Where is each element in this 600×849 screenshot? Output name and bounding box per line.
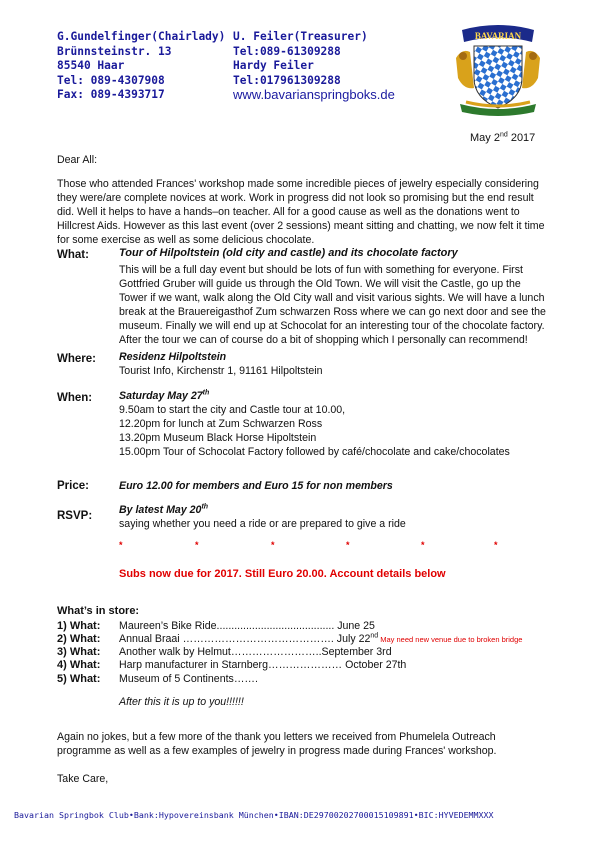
schedule-line: 9.50am to start the city and Castle tour at 10.00, bbox=[119, 404, 346, 416]
contact-phone: Tel:017961309288 bbox=[233, 73, 341, 87]
chairlady-city: 85540 Haar bbox=[57, 59, 125, 73]
bank-details-footer: Bavarian Springbok Club•Bank:Hypovereinsbank München•IBAN:DE29700202700015109891•BIC:HYVEDEMMXXX bbox=[14, 810, 494, 820]
treasurer-phone: Tel:089-61309288 bbox=[233, 44, 341, 58]
store-item-text: Museum of 5 Continents……. bbox=[119, 673, 258, 685]
whats-in-store-heading: What’s in store: bbox=[57, 605, 140, 617]
store-item-label: 3) What: bbox=[57, 646, 101, 658]
store-item-text: Maureen’s Bike Ride........................................ June 25 bbox=[119, 620, 375, 632]
chairlady-street: Brünnsteinstr. 13 bbox=[57, 44, 172, 58]
where-label: Where: bbox=[57, 353, 96, 365]
contact-name: Hardy Feiler bbox=[233, 59, 314, 73]
chairlady-name: G.Gundelfinger(Chairlady) bbox=[57, 30, 226, 43]
salutation: Dear All: bbox=[57, 154, 98, 166]
what-block bbox=[119, 246, 549, 347]
store-item-text: Harp manufacturer in Starnberg………………… October 27th bbox=[119, 659, 407, 671]
bavarian-crest-logo bbox=[448, 18, 548, 118]
website-link[interactable]: www.bavarianspringboks.de bbox=[233, 87, 395, 103]
intro-paragraph: Those who attended Frances' workshop made some incredible pieces of jewelry especially considering they were/are complete novices at work. Work in progress did not look so promising but the end result did. Well it helps to have a hands–on teacher. All for a good cause as well as the donations went to Hillcrest Aids. However as this last event (over 2 sessions) meant sitting and chatting, we now felt it time for some exercise as well as some delicious chocolate. bbox=[57, 178, 545, 246]
event-title: Tour of Hilpoltstein (old city and castle) and its chocolate factory bbox=[119, 247, 458, 259]
chairlady-fax: Fax: 089-4393717 bbox=[57, 88, 165, 102]
closing-paragraph: Again no jokes, but a few more of the thank you letters we received from Phumelela Outreach programme as well as a few examples of jewelry in progress made during Frances' workshop. bbox=[57, 731, 497, 757]
schedule-line: 15.00pm Tour of Schocolat Factory followed by café/chocolate and cake/chocolates bbox=[119, 446, 510, 458]
store-item-text: Another walk by Helmut……………………..September 3rd bbox=[119, 646, 392, 658]
schedule-line: 13.20pm Museum Black Horse Hipoltstein bbox=[119, 432, 317, 444]
star: * bbox=[494, 540, 498, 550]
star-divider bbox=[119, 540, 539, 552]
rsvp-deadline: By latest May 20th bbox=[119, 503, 209, 516]
event-description: This will be a full day event but should be lots of fun with something for everyone. First Gottfried Gruber will guide us through the Old Town. We will visit the Castle, go up the Tower if we want, walk along the Old City wall and visit various sights. We will have a lunch break at the Brauereigasthof Zum schwarzen Ross where we can go next door and see the museum. Finally we will end up at Schocolat for an interesting tour of the chocolate factory. After the tour we can of course do a bit of shopping which I personally can recommend! bbox=[119, 264, 546, 346]
venue-note: May need new venue due to broken bridge bbox=[378, 635, 523, 644]
schedule-line: 12.20pm for lunch at Zum Schwarzen Ross bbox=[119, 418, 323, 430]
treasurer-contact-block bbox=[233, 30, 395, 103]
logo-text: BAVARIAN bbox=[474, 31, 522, 41]
chairlady-phone: Tel: 089-4307908 bbox=[57, 73, 165, 87]
letter-date: May 2nd 2017 bbox=[470, 131, 536, 144]
star: * bbox=[421, 540, 425, 550]
where-block bbox=[119, 350, 549, 378]
subscription-notice: Subs now due for 2017. Still Euro 20.00. Account details below bbox=[119, 568, 446, 580]
when-label: When: bbox=[57, 392, 93, 404]
rsvp-block bbox=[119, 503, 549, 531]
event-date: Saturday May 27th bbox=[119, 389, 210, 402]
star: * bbox=[119, 540, 123, 550]
star: * bbox=[271, 540, 275, 550]
rsvp-instructions: saying whether you need a ride or are prepared to give a ride bbox=[119, 518, 406, 530]
after-note: After this it is up to you!!!!!! bbox=[119, 696, 244, 708]
star: * bbox=[346, 540, 350, 550]
price-label: Price: bbox=[57, 480, 89, 492]
store-item-label: 1) What: bbox=[57, 620, 101, 632]
store-item-label: 2) What: bbox=[57, 633, 101, 645]
store-item-text: Annual Braai ……………………………………. July 22nd May need new venue due to broken bridge bbox=[119, 632, 523, 645]
venue-name: Residenz Hilpoltstein bbox=[119, 351, 227, 363]
store-item-label: 5) What: bbox=[57, 673, 101, 685]
signoff: Take Care, bbox=[57, 773, 109, 785]
chairlady-contact-block bbox=[57, 30, 225, 103]
rsvp-label: RSVP: bbox=[57, 510, 93, 522]
when-block bbox=[119, 389, 549, 459]
star: * bbox=[195, 540, 199, 550]
venue-address: Tourist Info, Kirchenstr 1, 91161 Hilpoltstein bbox=[119, 365, 323, 377]
treasurer-name: U. Feiler(Treasurer) bbox=[233, 30, 368, 43]
what-label: What: bbox=[57, 249, 89, 261]
store-item-label: 4) What: bbox=[57, 659, 101, 671]
price-text: Euro 12.00 for members and Euro 15 for non members bbox=[119, 480, 393, 492]
